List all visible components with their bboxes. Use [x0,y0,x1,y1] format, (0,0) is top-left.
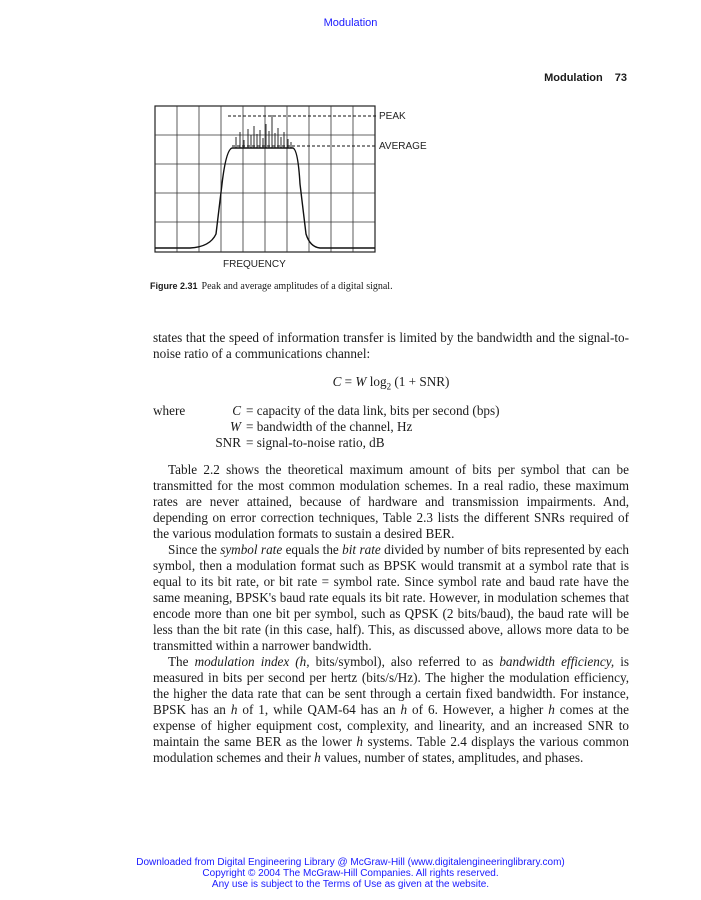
def-symbol: SNR [215,435,241,450]
footer-copyright-link[interactable]: Copyright © 2004 The McGraw-Hill Companies. All rights reserved. [202,868,499,879]
running-head [544,72,627,84]
spectrum-plot [150,104,440,279]
top-link-modulation[interactable]: Modulation [323,17,378,29]
average-label: AVERAGE [379,141,427,152]
figure-caption-text: Peak and average amplitudes of a digital signal. [201,281,393,292]
definitions-list [153,403,500,451]
peak-label: PEAK [379,111,406,122]
footer-links [0,857,701,890]
def-text: = capacity of the data link, bits per second (bps) [246,403,500,418]
footer-download-link[interactable]: Downloaded from Digital Engineering Library @ McGraw-Hill (www.digitalengineeringlibrary.com) [136,857,565,868]
footer-terms-link[interactable]: Any use is subject to the Terms of Use as given at the website. [211,879,490,890]
figure-number: Figure 2.31 [150,281,198,291]
def-text: = signal-to-noise ratio, dB [246,435,385,450]
running-head-title: Modulation [544,72,603,84]
eq-w: W [355,374,367,389]
eq-c: C [332,374,342,389]
eq-log: log [366,374,387,389]
definition-row [153,403,500,419]
eq-rhs: (1 + SNR) [391,374,450,389]
frequency-axis-label: FREQUENCY [223,259,286,270]
def-text: = bandwidth of the channel, Hz [246,419,413,434]
shannon-equation [153,374,629,392]
figure-caption [150,280,420,293]
definition-row [153,419,500,435]
where-label: where [153,403,186,418]
paragraph-1 [153,330,629,362]
spectrum-figure [150,104,440,279]
eq-equals: = [341,374,356,389]
paragraph-1-text: states that the speed of information transfer is limited by the bandwidth and the signal-to-noise ratio of a communications channel: [153,330,629,361]
paragraph-3: Since the symbol rate equals the bit rate divided by number of bits represented by each symbol, then a modulation format such as BPSK would transmit at a symbol rate that is equal to its bit rate, or bit rate = symbol rate. Since symbol rate and baud rate have the same meaning, BPSK's baud rate equals its bit rate. However, in modulation schemes that encode more than one bit per symbol, such as QPSK (2 bits/baud), the baud rate will be less than the bit rate (in this case, half). This, as discussed above, allows more data to be transmitted within a narrower bandwidth. [153,542,629,653]
definition-row [153,435,500,451]
body-paragraphs [153,462,629,766]
def-symbol: C [232,403,241,418]
page-number: 73 [614,72,627,84]
eq-log-base: 2 [386,381,392,392]
paragraph-4: The modulation index (h, bits/symbol), also referred to as bandwidth efficiency, is measured in bits per second per hertz (bits/s/Hz). The higher the modulation efficiency, the higher the data rate that can be sent through a certain fixed bandwidth. For instance, BPSK has an h of 1, while QAM-64 has an h of 6. However, a higher h comes at the expense of higher equipment cost, complexity, and linearity, and an increased SNR to maintain the same BER as the lower h systems. Table 2.4 displays the various common modulation schemes and their h values, number of states, amplitudes, and phases. [153,654,630,765]
def-symbol: W [230,419,241,434]
paragraph-2: Table 2.2 shows the theoretical maximum amount of bits per symbol that can be transmitted for the most common modulation schemes. In a real radio, these maximum rates are never attained, because of hardware and transmission impairments. And, depending on error correction techniques, Table 2.3 lists the different SNRs required of the various modulation formats to sustain a desired BER. [153,462,629,541]
